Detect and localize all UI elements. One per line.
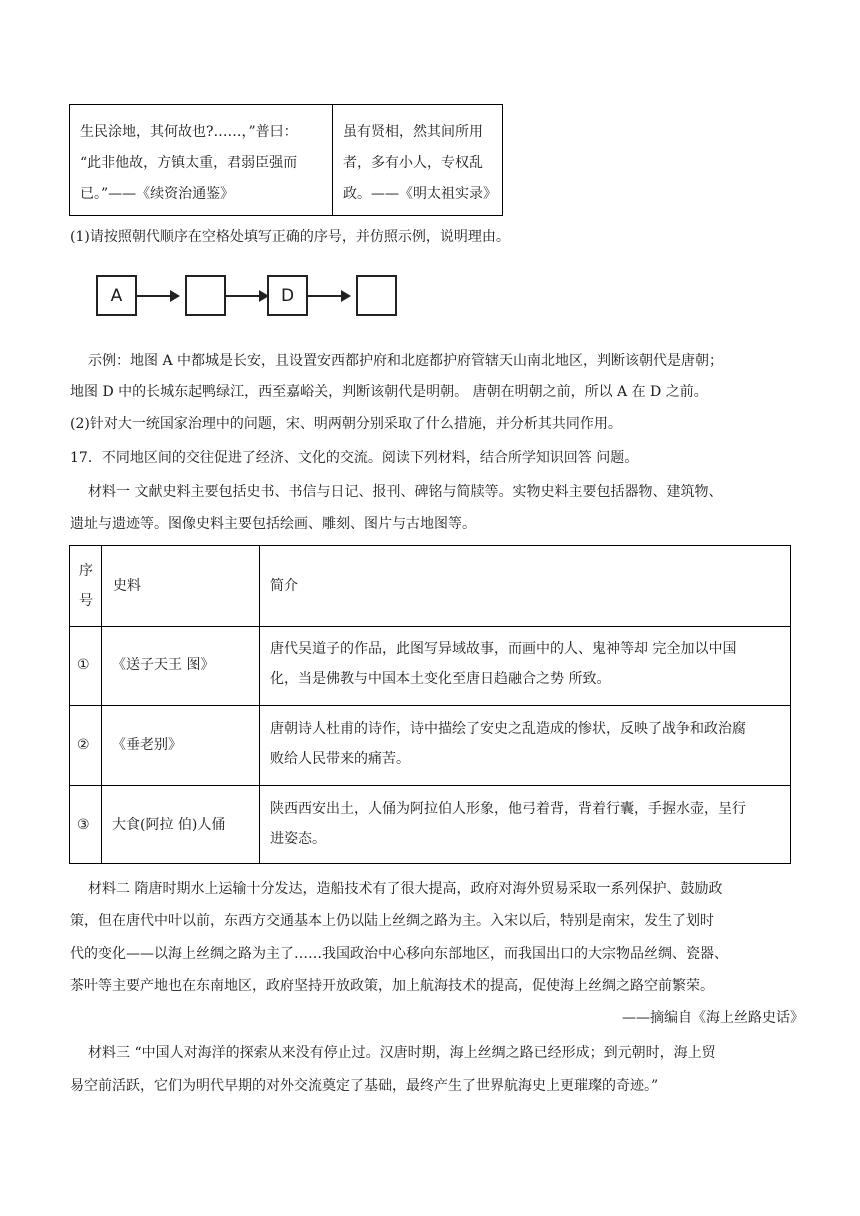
excerpt-left-line: 生民涂地，其何故也?……，”普曰： <box>80 124 298 140</box>
sequence-box-1: A <box>96 275 137 316</box>
row-divider <box>70 705 790 706</box>
excerpt-right-line: 政。——《明太祖实录》 <box>343 186 497 202</box>
material-2-source: ——摘编自《海上丝路史话》 <box>622 1010 804 1026</box>
question-2: (2)针对大一统国家治理中的问题，宋、明两朝分别采取了什么措施，并分析其共同作用。 <box>70 416 622 432</box>
row-intro-line: 进姿态。 <box>270 831 326 847</box>
row-intro <box>270 634 736 694</box>
material-3-line: 易空前活跃，它们为明代早期的对外交流奠定了基础，最终产生了世界航海史上更璀璨的奇迹。” <box>70 1078 659 1094</box>
example-line: 示例：地图 A 中都城是长安，且设置安西都护府和北庭都护府管辖天山南北地区，判断该朝代是唐朝； <box>88 353 724 369</box>
material-2-line: 茶叶等主要产地也在东南地区，政府坚持开放政策，加上航海技术的提高，促使海上丝绸之路空前繁荣。 <box>70 978 714 994</box>
excerpt-divider <box>332 105 333 215</box>
row-number: ③ <box>77 817 90 833</box>
row-intro <box>270 794 746 854</box>
row-intro-line: 唐朝诗人杜甫的诗作，诗中描绘了安史之乱造成的惨状，反映了战争和政治腐 <box>270 721 746 737</box>
material-1-line: 遗址与遗迹等。图像史料主要包括绘画、雕刻、图片与古地图等。 <box>70 516 476 532</box>
header-intro: 简介 <box>270 578 298 594</box>
excerpt-right-line: 虽有贤相，然其间所用 <box>343 124 483 140</box>
material-1-line: 材料一 文献史料主要包括史书、书信与日记、报刊、碑铭与简牍等。实物史料主要包括器物、建筑物、 <box>88 484 723 500</box>
row-source: 《送子天王 图》 <box>112 657 215 673</box>
header-no <box>79 556 93 616</box>
example-line: 地图 D 中的长城东起鸭绿江，西至嘉峪关，判断该朝代是明朝。 唐朝在明朝之前，所以 A 在 D 之前。 <box>70 384 708 400</box>
row-source: 大食(阿拉 伯)人俑 <box>112 817 226 833</box>
header-no-line: 序 <box>79 563 93 579</box>
sequence-box-3: D <box>267 275 308 316</box>
material-3-line: 材料三 “中国人对海洋的探索从来没有停止过。汉唐时期，海上丝绸之路已经形成；到元朝时，海上贸 <box>88 1045 716 1061</box>
excerpt-left-line: 已。”——《续资治通鉴》 <box>80 186 235 202</box>
arrow-icon <box>308 295 348 297</box>
row-intro-line: 陕西西安出土，人俑为阿拉伯人形象，他弓着背，背着行囊，手握水壶，呈行 <box>270 801 746 817</box>
material-2-line: 材料二 隋唐时期水上运输十分发达，造船技术有了很大提高，政府对海外贸易采取一系列保护、鼓励政 <box>88 881 723 897</box>
sequence-box-2[interactable] <box>185 275 226 316</box>
row-intro <box>270 714 746 774</box>
excerpt-left-cell <box>80 117 298 210</box>
excerpt-table <box>69 104 503 216</box>
row-intro-line: 化，当是佛教与中国本土变化至唐日趋融合之势 所致。 <box>270 671 611 687</box>
arrow-icon <box>226 295 266 297</box>
question-17: 17．不同地区间的交往促进了经济、文化的交流。阅读下列材料，结合所学知识回答 问题。 <box>70 450 639 466</box>
question-1: (1)请按照朝代顺序在空格处填写正确的序号，并仿照示例，说明理由。 <box>70 229 510 245</box>
row-divider <box>70 626 790 627</box>
row-intro-line: 唐代吴道子的作品，此图写异域故事，而画中的人、鬼神等却 完全加以中国 <box>270 641 737 657</box>
excerpt-left-line: “此非他故，方镇太重，君弱臣强而 <box>80 155 298 171</box>
sequence-box-4[interactable] <box>356 275 397 316</box>
excerpt-right-cell <box>343 117 497 210</box>
material-2-line: 策，但在唐代中叶以前，东西方交通基本上仍以陆上丝绸之路为主。入宋以后，特别是南宋，发生了划时 <box>70 913 714 929</box>
header-no-line: 号 <box>79 593 93 609</box>
row-number: ② <box>77 737 90 753</box>
arrow-icon <box>137 295 177 297</box>
header-source: 史料 <box>113 578 141 594</box>
row-intro-line: 败给人民带来的痛苦。 <box>270 751 410 767</box>
sources-table <box>69 545 791 864</box>
row-divider <box>70 785 790 786</box>
row-source: 《垂老别》 <box>112 737 182 753</box>
row-number: ① <box>77 657 90 673</box>
excerpt-right-line: 者，多有小人，专权乱 <box>343 155 483 171</box>
material-2-line: 代的变化——以海上丝绸之路为主了……我国政治中心移向东部地区，而我国出口的大宗物品丝绸、瓷器、 <box>70 946 728 962</box>
